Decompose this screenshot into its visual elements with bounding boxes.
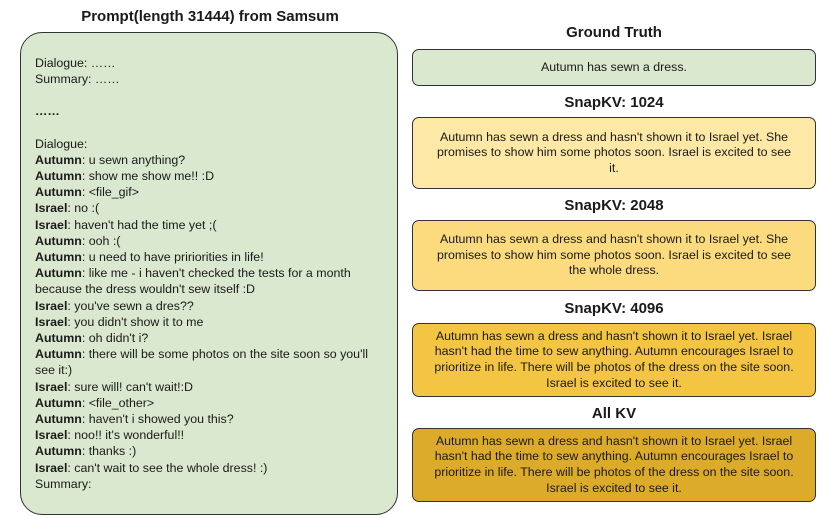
speaker-name: Israel bbox=[35, 298, 68, 313]
dialogue-turn bbox=[35, 411, 383, 427]
speaker-name: Autumn bbox=[35, 331, 82, 346]
output-text: Autumn has sewn a dress and hasn't shown it to Israel yet. She promises to show him some photos soon. Israel is excited to see it. bbox=[437, 129, 791, 175]
prompt-header-line: Dialogue: …… bbox=[35, 56, 116, 70]
dialogue-turn bbox=[35, 200, 383, 216]
dialogue-turn bbox=[35, 217, 383, 233]
speaker-name: Israel bbox=[35, 428, 68, 443]
dialogue-turn bbox=[35, 346, 383, 378]
dialogue-label: Dialogue: bbox=[35, 136, 88, 151]
output-title: SnapKV: 1024 bbox=[564, 94, 664, 111]
speaker-name: Israel bbox=[35, 379, 68, 394]
dialogue-turn bbox=[35, 249, 383, 265]
dialogue-turn bbox=[35, 298, 383, 314]
output-title: All KV bbox=[591, 405, 637, 422]
utterance-text: : sure will! can't wait!:D bbox=[67, 379, 194, 394]
dialogue-turn bbox=[35, 330, 383, 346]
speaker-name: Autumn bbox=[35, 169, 82, 184]
utterance-text: : there will be some photos on the site soon so you'll see it:) bbox=[35, 347, 368, 378]
output-text: Autumn has sewn a dress and hasn't shown it to Israel yet. Israel hasn't had the time to sew anything. Autumn encourages Israel to prioritize in life. There will be photos of the dress on the site soon. Israel is excited to see it. bbox=[434, 328, 794, 390]
utterance-text: : haven't i showed you this? bbox=[81, 412, 234, 427]
output-title: SnapKV: 2048 bbox=[564, 197, 664, 214]
prompt-title: Prompt(length 31444) from Samsum bbox=[81, 8, 339, 25]
speaker-name: Autumn bbox=[35, 412, 82, 427]
speaker-name: Autumn bbox=[35, 250, 82, 265]
output-box bbox=[412, 220, 816, 291]
utterance-text: : <file_gif> bbox=[81, 185, 139, 200]
output-box bbox=[412, 428, 816, 502]
output-text: Autumn has sewn a dress and hasn't shown it to Israel yet. Israel hasn't had the time to sew anything. Autumn encourages Israel to prioritize in life. There will be photos of the dress on the site soon. Israel is excited to see it. bbox=[434, 433, 794, 495]
utterance-text: : u sewn anything? bbox=[81, 152, 186, 167]
speaker-name: Autumn bbox=[35, 347, 82, 362]
prompt-panel bbox=[20, 32, 398, 515]
utterance-text: : ooh :( bbox=[81, 233, 121, 248]
dialogue-turn bbox=[35, 395, 383, 411]
output-text: Autumn has sewn a dress and hasn't shown it to Israel yet. She promises to show him some photos soon. Israel is excited to see the whole dress. bbox=[437, 232, 791, 278]
summary-label: Summary: bbox=[35, 476, 92, 491]
speaker-name: Israel bbox=[35, 217, 68, 232]
speaker-name: Israel bbox=[35, 201, 68, 216]
utterance-text: : oh didn't i? bbox=[81, 331, 149, 346]
output-box bbox=[412, 49, 816, 86]
speaker-name: Israel bbox=[35, 314, 68, 329]
output-box bbox=[412, 323, 816, 397]
utterance-text: : can't wait to see the whole dress! :) bbox=[67, 460, 268, 475]
utterance-text: : no :( bbox=[67, 201, 100, 216]
prompt-ellipsis: …… bbox=[35, 104, 60, 119]
dialogue-turn bbox=[35, 443, 383, 459]
utterance-text: : you didn't show it to me bbox=[67, 314, 204, 329]
dialogue-turn bbox=[35, 152, 383, 168]
speaker-name: Autumn bbox=[35, 266, 82, 281]
utterance-text: : haven't had the time yet ;( bbox=[67, 217, 217, 232]
speaker-name: Israel bbox=[35, 460, 68, 475]
utterance-text: : u need to have pririorities in life! bbox=[81, 250, 264, 265]
utterance-text: : show me show me!! :D bbox=[81, 169, 215, 184]
dialogue-turns bbox=[35, 152, 383, 476]
utterance-text: : thanks :) bbox=[81, 444, 137, 459]
speaker-name: Autumn bbox=[35, 395, 82, 410]
speaker-name: Autumn bbox=[35, 444, 82, 459]
utterance-text: : like me - i haven't checked the tests for a month because the dress wouldn't sew itself :D bbox=[35, 266, 351, 297]
dialogue-turn bbox=[35, 265, 383, 297]
dialogue-turn bbox=[35, 233, 383, 249]
utterance-text: : noo!! it's wonderful!! bbox=[67, 428, 185, 443]
speaker-name: Autumn bbox=[35, 185, 82, 200]
dialogue-turn bbox=[35, 184, 383, 200]
utterance-text: : <file_other> bbox=[81, 395, 155, 410]
speaker-name: Autumn bbox=[35, 233, 82, 248]
dialogue-turn bbox=[35, 379, 383, 395]
output-text: Autumn has sewn a dress. bbox=[540, 59, 687, 74]
output-title: SnapKV: 4096 bbox=[564, 300, 664, 317]
utterance-text: : you've sewn a dres?? bbox=[67, 298, 194, 313]
dialogue-turn bbox=[35, 168, 383, 184]
output-box bbox=[412, 117, 816, 189]
output-title: Ground Truth bbox=[566, 24, 662, 41]
dialogue-turn bbox=[35, 427, 383, 443]
dialogue-turn bbox=[35, 314, 383, 330]
dialogue-turn bbox=[35, 460, 383, 476]
prompt-header-line: Summary: …… bbox=[35, 72, 120, 87]
speaker-name: Autumn bbox=[35, 152, 82, 167]
